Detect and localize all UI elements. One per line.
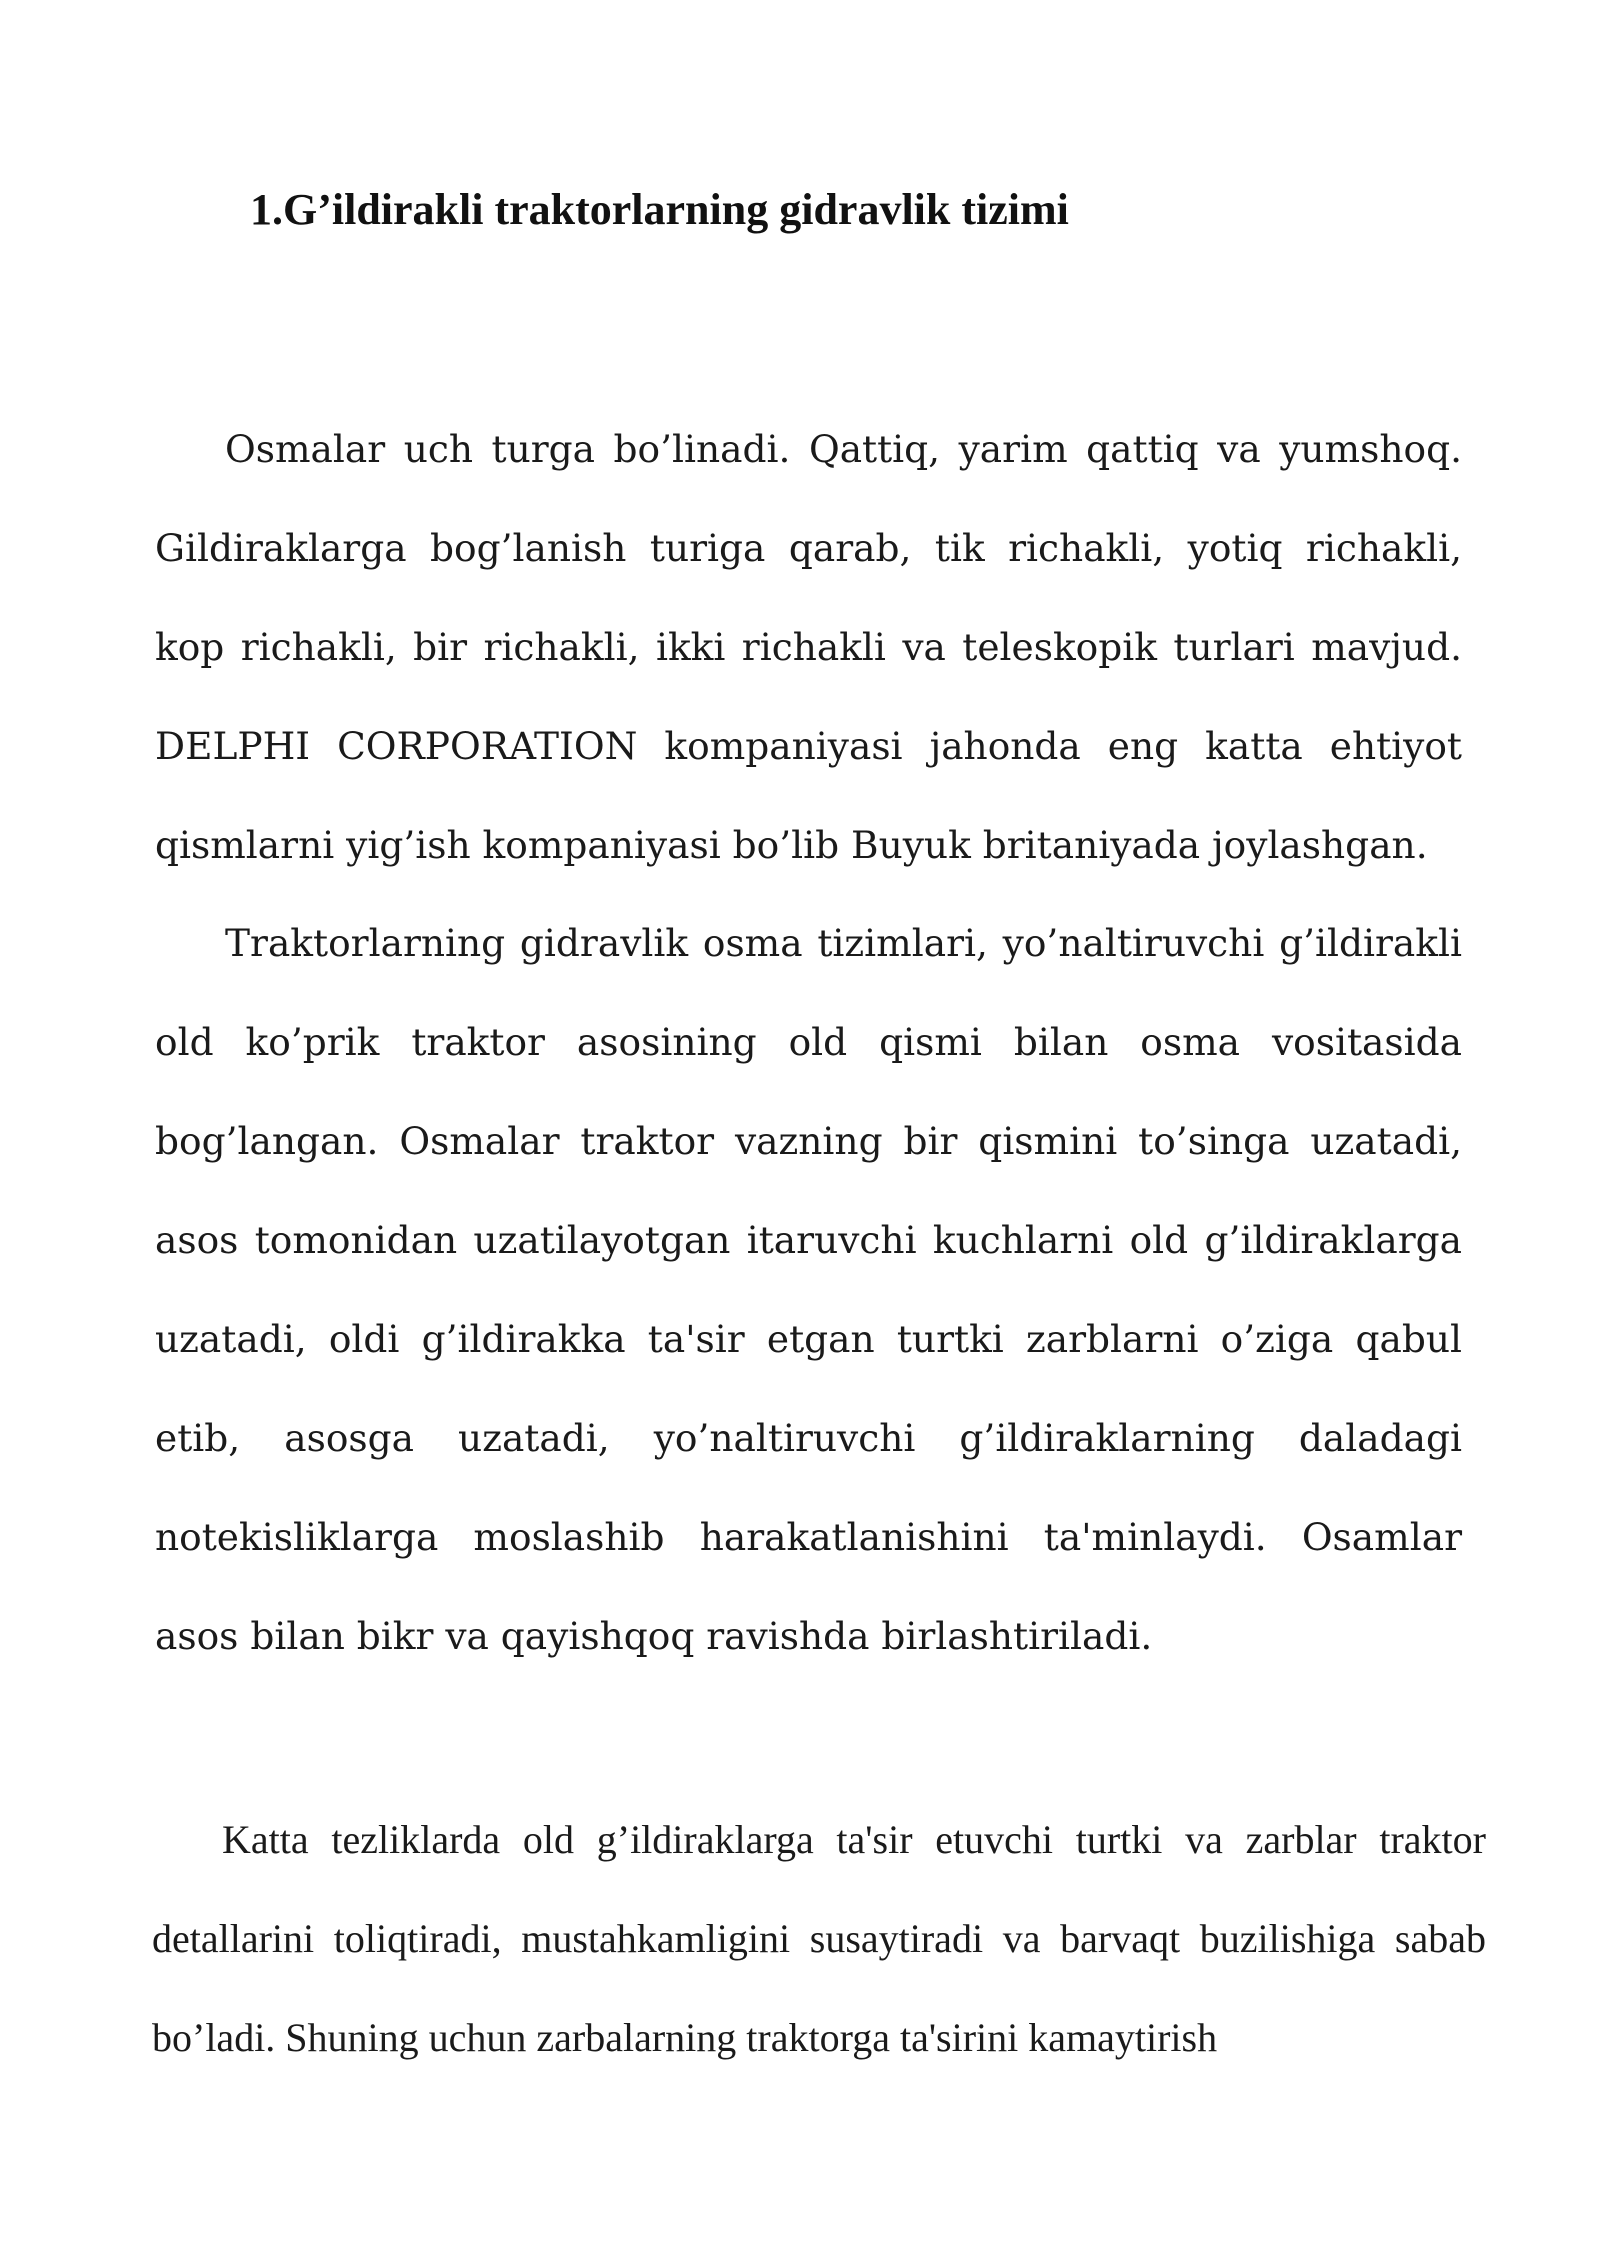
paragraph-suspension-types: Osmalar uch turga bo’linadi. Qattiq, yarim qattiq va yumshoq. Gildiraklarga bog’lanish turiga qarab, tik richakli, yotiq richakli, kop richakli, bir richakli, ikki richakli va teleskopik turlari mavjud. DELPHI CORPORATION kompaniyasi jahonda eng katta ehtiyot qismlarni yig’ish kompaniyasi bo’lib Buyuk britaniyada joylashgan. (155, 427, 1462, 867)
paragraph-high-speed-impacts: Katta tezliklarda old g’ildiraklarga ta'sir etuvchi turtki va zarblar traktor detallarini toliqtiradi, mustahkamligini susaytiradi va barvaqt buzilishiga sabab bo’ladi. Shuning uchun zarbalarning traktorga ta'sirini kamaytirish (152, 1817, 1486, 2060)
paragraph-hydraulic-suspension: Traktorlarning gidravlik osma tizimlari, yo’naltiruvchi g’ildirakli old ko’prik traktor asosining old qismi bilan osma vositasida bog’langan. Osmalar traktor vazning bir qismini to’singa uzatadi, asos tomonidan uzatilayotgan itaruvchi kuchlarni old g’ildiraklarga uzatadi, oldi g’ildirakka ta'sir etgan turtki zarblarni o’ziga qabul etib, asosga uzatadi, yo’naltiruvchi g’ildiraklarning daladagi notekisliklarga moslashib harakatlanishini ta'minlaydi. Osamlar asos bilan bikr va qayishqoq ravishda birlashtiriladi. (155, 921, 1462, 1658)
section-heading: 1.G’ildirakli traktorlarning gidravlik tizimi (250, 185, 1069, 234)
